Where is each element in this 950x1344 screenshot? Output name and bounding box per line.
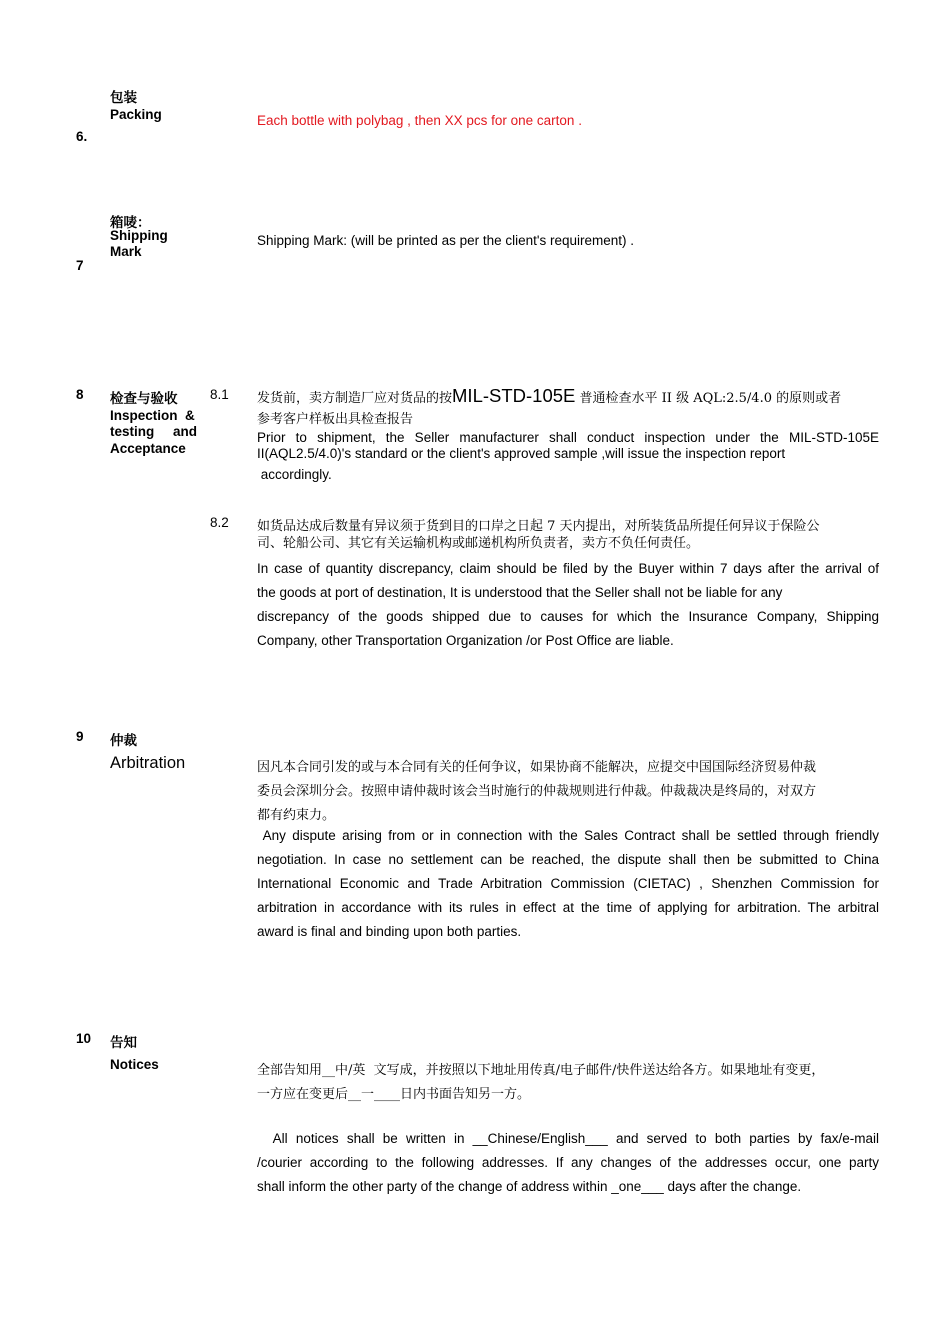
subsection-8-1-cn-a: 发货前，卖方制造厂应对货品的按 bbox=[257, 391, 453, 406]
section-7-number: 7 bbox=[76, 258, 84, 273]
subsection-8-1-standard: MIL-STD-105E bbox=[452, 385, 576, 406]
section-9-en-line-2: negotiation. In case no settlement can be reached, the dispute shall then be submitted to China bbox=[257, 852, 879, 867]
subsection-8-1-cn-line-1 bbox=[257, 384, 879, 411]
section-9-en-line-3: International Economic and Trade Arbitration Commission (CIETAC) , Shenzhen Commission for bbox=[257, 876, 879, 891]
section-10-label-en: Notices bbox=[110, 1057, 159, 1072]
subsection-8-2-cn-line-1: 如货品达成后数量有异议须于货到目的口岸之日起 7 天内提出，对所装货品所提任何异议于保险公 bbox=[257, 519, 820, 534]
section-9-cn-line-3: 都有约束力。 bbox=[257, 808, 336, 823]
section-9-label-en: Arbitration bbox=[110, 754, 186, 772]
section-6-text: Each bottle with polybag , then XX pcs for one carton . bbox=[257, 113, 582, 128]
subsection-8-2-en-line-4: Company, other Transportation Organization /or Post Office are liable. bbox=[257, 633, 674, 648]
section-10-cn-line-1: 全部告知用__中/英 文写成，并按照以下地址用传真/电子邮件/快件送达给各方。如果地址有变更， bbox=[257, 1063, 825, 1078]
section-9-en-line-5: award is final and binding upon both parties. bbox=[257, 924, 522, 939]
section-10-number: 10 bbox=[76, 1031, 92, 1046]
section-9-en-line-1: Any dispute arising from or in connection with the Sales Contract shall be settled through friendly bbox=[257, 828, 879, 843]
section-9-label-cn: 仲裁 bbox=[110, 733, 137, 748]
section-9-en-line-4: arbitration in accordance with its rules in effect at the time of applying for arbitration. The arbitral bbox=[257, 900, 879, 915]
subsection-8-1-cn-line-2: 参考客户样板出具检查报告 bbox=[257, 412, 414, 427]
section-6-number: 6. bbox=[76, 129, 88, 144]
section-10-en-line-1: All notices shall be written in __Chinese/English___ and served to both parties by fax/e-mail bbox=[257, 1131, 879, 1146]
section-7-text: Shipping Mark: (will be printed as per the client's requirement) . bbox=[257, 233, 634, 248]
section-6-label-en: Packing bbox=[110, 107, 162, 122]
section-8-label-en-3: Acceptance bbox=[110, 441, 186, 456]
section-6-label-cn: 包装 bbox=[110, 90, 137, 105]
section-9-cn-line-1: 因凡本合同引发的或与本合同有关的任何争议，如果协商不能解决，应提交中国国际经济贸易仲裁 bbox=[257, 760, 817, 775]
subsection-8-2-cn-line-2: 司、轮船公司、其它有关运输机构或邮递机构所负责者，卖方不负任何责任。 bbox=[257, 536, 700, 551]
subsection-8-1-number: 8.1 bbox=[210, 387, 229, 402]
section-10-label-cn: 告知 bbox=[110, 1035, 137, 1050]
section-9-cn-line-2: 委员会深圳分会。按照申请仲裁时该会当时施行的仲裁规则进行仲裁。仲裁裁决是终局的，对双方 bbox=[257, 784, 817, 799]
subsection-8-2-number: 8.2 bbox=[210, 515, 229, 530]
section-7-label-cn: 箱唛： bbox=[110, 215, 151, 230]
section-8-label-en-2: testing and bbox=[110, 424, 198, 439]
section-8-number: 8 bbox=[76, 387, 84, 402]
section-7-label-en-1: Shipping bbox=[110, 228, 168, 243]
subsection-8-1-en-line-2: II(AQL2.5/4.0)'s standard or the client's approved sample ,will issue the inspection report bbox=[257, 446, 786, 461]
subsection-8-1-en-line-1: Prior to shipment, the Seller manufacturer shall conduct inspection under the MIL-STD-105E bbox=[257, 430, 879, 445]
section-9-number: 9 bbox=[76, 729, 84, 744]
section-7-label-en-2: Mark bbox=[110, 244, 142, 259]
subsection-8-2-en-line-3: discrepancy of the goods shipped due to causes for which the Insurance Company, Shipping bbox=[257, 609, 879, 624]
section-10-cn-line-2: 一方应在变更后__一____日内书面告知另一方。 bbox=[257, 1087, 531, 1102]
subsection-8-1-cn-b: 普通检查水平 II 级 AQL:2.5/4.0 的原则或者 bbox=[579, 391, 842, 406]
subsection-8-2-en-line-1: In case of quantity discrepancy, claim should be filed by the Buyer within 7 days after the arrival of bbox=[257, 561, 879, 576]
section-8-label-cn: 检查与验收 bbox=[110, 391, 178, 406]
section-8-label-en-1: Inspection & bbox=[110, 408, 195, 423]
section-10-en-line-2: /courier according to the following addresses. If any changes of the addresses occur, one party bbox=[257, 1155, 879, 1170]
subsection-8-2-en-line-2: the goods at port of destination, It is understood that the Seller shall not be liable for any bbox=[257, 585, 783, 600]
subsection-8-1-en-line-3: accordingly. bbox=[257, 467, 332, 482]
section-10-en-line-3: shall inform the other party of the change of address within _one___ days after the change. bbox=[257, 1179, 802, 1194]
